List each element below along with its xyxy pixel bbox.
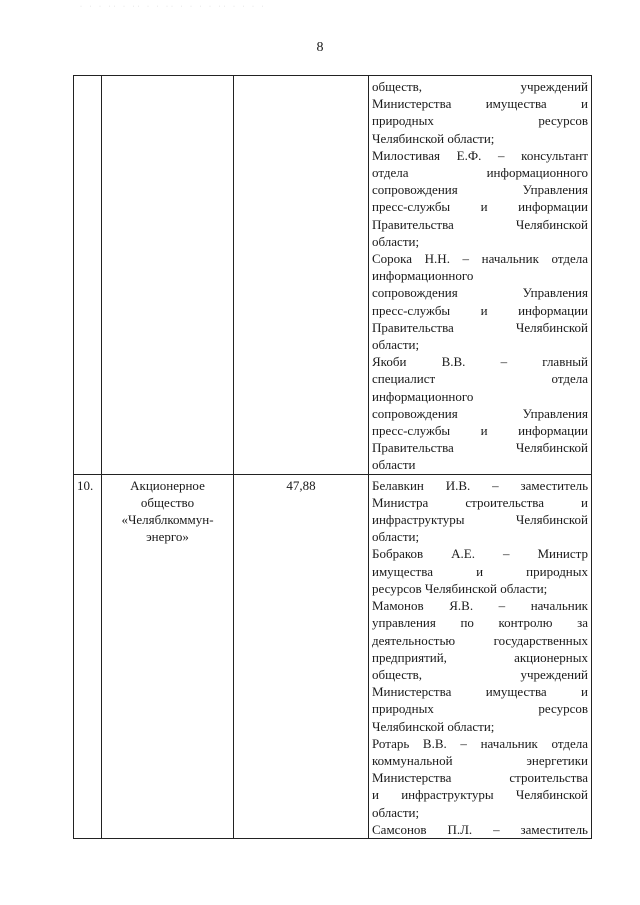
member-text-line: Мамонов Я.В. – начальник xyxy=(372,598,588,614)
member-text-line: Челябинской области; xyxy=(372,130,495,146)
member-text-line: области; xyxy=(372,529,420,545)
member-text-line: сопровождения Управления xyxy=(372,182,588,198)
table-row xyxy=(74,76,592,475)
member-text-line: Правительства Челябинской xyxy=(372,440,588,456)
member-text-line: Челябинской области; xyxy=(372,718,495,734)
member-text-line: Бобраков А.Е. – Министр xyxy=(372,546,588,562)
member-text-line: области; xyxy=(372,804,420,820)
member-text-line: управления по контролю за xyxy=(372,615,588,631)
member-text-line: природных ресурсов xyxy=(372,701,588,717)
member-text-line: сопровождения Управления xyxy=(372,285,588,301)
organization-line: Акционерное xyxy=(130,477,205,493)
member-text-line: области; xyxy=(372,337,420,353)
member-text-line: предприятий, акционерных xyxy=(372,649,588,665)
member-text-line: Правительства Челябинской xyxy=(372,216,588,232)
document-table xyxy=(73,75,592,839)
member-text-line: инфраструктуры Челябинской xyxy=(372,512,588,528)
organization-name xyxy=(102,76,234,475)
member-text-line: Министерства имущества и xyxy=(372,96,588,112)
organization-name xyxy=(102,474,234,838)
member-text-line: пресс-службы и информации xyxy=(372,423,588,439)
member-text-line: Самсонов П.Л. – заместитель xyxy=(372,821,588,837)
board-members xyxy=(369,76,592,475)
member-text-line: области; xyxy=(372,233,420,249)
member-text-line: пресс-службы и информации xyxy=(372,199,588,215)
member-text-line: Сорока Н.Н. – начальник отдела xyxy=(372,251,588,267)
member-text-line: Правительства Челябинской xyxy=(372,319,588,335)
share-value xyxy=(234,76,369,475)
member-text-line: Ротарь В.В. – начальник отдела xyxy=(372,735,588,751)
member-text-line: природных ресурсов xyxy=(372,113,588,129)
row-number: 10. xyxy=(74,474,102,838)
member-text-line: Министерства строительства xyxy=(372,770,588,786)
organization-line: «Челяблкоммун- xyxy=(121,512,214,528)
share-value: 47,88 xyxy=(234,474,369,838)
member-text-line: Якоби В.В. – главный xyxy=(372,354,588,370)
member-text-line: Милостивая Е.Ф. – консультант xyxy=(372,147,588,163)
member-text-line: информационного xyxy=(372,268,474,284)
member-text-line: Министра строительства и xyxy=(372,494,588,510)
member-text-line: ресурсов Челябинской области; xyxy=(372,580,548,596)
member-text-line: специалист отдела xyxy=(372,371,588,387)
member-text-line: пресс-службы и информации xyxy=(372,302,588,318)
member-text-line: области xyxy=(372,457,416,473)
scan-artifact: · · · ·· · ·· · · ·· · · · · ·· · · · · xyxy=(80,4,267,10)
organization-line: энерго» xyxy=(146,529,189,545)
member-text-line: Белавкин И.В. – заместитель xyxy=(372,477,588,493)
member-text-line: деятельностью государственных xyxy=(372,632,588,648)
board-members xyxy=(369,474,592,838)
row-number xyxy=(74,76,102,475)
organization-line: общество xyxy=(140,494,195,510)
table-row xyxy=(74,474,592,838)
member-text-line: Министерства имущества и xyxy=(372,684,588,700)
member-text-line: отдела информационного xyxy=(372,165,588,181)
member-text-line: обществ, учреждений xyxy=(372,79,588,94)
member-text-line: обществ, учреждений xyxy=(372,666,588,682)
member-text-line: коммунальной энергетики xyxy=(372,752,588,768)
page-number: 8 xyxy=(316,40,324,55)
member-text-line: и инфраструктуры Челябинской xyxy=(372,787,588,803)
member-text-line: информационного xyxy=(372,388,474,404)
member-text-line: имущества и природных xyxy=(372,563,588,579)
member-text-line: сопровождения Управления xyxy=(372,405,588,421)
